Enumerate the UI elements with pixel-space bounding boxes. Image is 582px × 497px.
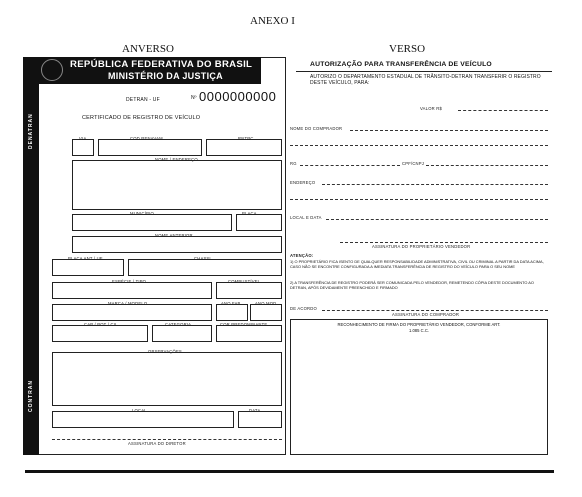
nome-endereco-label: NOME / ENDEREÇO [155,157,198,162]
document-number-prefix: Nº [191,95,197,101]
municipio-label: MUNICÍPIO [130,211,154,216]
side-text-contran: CONTRAN [28,380,34,412]
chassi-field[interactable] [128,259,282,276]
front-heading: ANVERSO [122,43,174,55]
renavam-label: COD RENAVAM [130,136,163,141]
assinatura-comprador-line[interactable] [322,310,548,311]
municipio-field[interactable] [72,214,232,231]
cap-pot-cil-label: CAP / POT / CIL [84,322,118,327]
detran-uf-label: DETRAN - UF [126,97,160,103]
renavam-field[interactable] [98,139,202,156]
ano-fab-label: ANO FAB [221,301,241,306]
nome-anterior-field[interactable] [72,236,282,253]
banner-line-1: REPÚBLICA FEDERATIVA DO BRASIL [70,59,253,70]
atencao-item-1: 1) O PROPRIETÁRIO FICA ISENTO DE QUALQUER RESPONSABILIDADE ADMINISTRATIVA, CIVIL OU CRIMINAL A PARTIR DA DATA ACIMA, CASO NÃO SE ENCONTRE CONFIGURADA A IMEDIATA TRANSFERÊNCIA DE REGISTRO DO VEÍCULO PARA O SEU NOME [290,259,544,270]
ano-fab-field[interactable] [216,304,248,321]
combustivel-field[interactable] [216,282,282,299]
ano-mod-label: ANO MOD [255,301,277,306]
cor-predominante-label: COR PREDOMINANTE [220,322,268,327]
coat-of-arms-emblem [41,59,63,81]
nome-anterior-label: NOME ANTERIOR [155,233,193,238]
banner-line-2: MINISTÉRIO DA JUSTIÇA [108,71,223,81]
assinatura-line [52,439,282,440]
placa-anterior-label: PLACA ANT / UF [68,256,103,261]
categoria-field[interactable] [152,325,212,342]
nome-endereco-field[interactable] [72,160,282,210]
rntrc-label: RNTRC [238,136,254,141]
marca-modelo-field[interactable] [52,304,212,321]
document-number: 0000000000 [199,89,277,104]
back-title-rule [296,71,552,72]
cap-pot-cil-field[interactable] [52,325,148,342]
endereco-line[interactable] [322,184,548,185]
reconhecimento-firma-box[interactable] [290,319,548,455]
nome-comprador-line[interactable] [350,130,548,131]
endereco-label: ENDEREÇO [290,180,316,185]
back-title: AUTORIZAÇÃO PARA TRANSFERÊNCIA DE VEÍCULO [310,61,492,68]
authorization-text: AUTORIZO O DEPARTAMENTO ESTADUAL DE TRÂNSITO-DETRAN TRANSFERIR O REGISTRO DESTE VEÍCULO, PARA: [310,74,541,86]
de-acordo-label: DE ACORDO [290,306,317,311]
categoria-label: CATEGORIA [165,322,192,327]
certificate-title: CERTIFICADO DE REGISTRO DE VEÍCULO [82,115,201,121]
reconhecimento-text: RECONHECIMENTO DE FIRMA DO PROPRIETÁRIO VENDEDOR, CONFORME ART. 1.085 C.C. [337,322,501,333]
bottom-rule [25,470,554,473]
combustivel-label: COMBUSTÍVEL [228,279,261,284]
especie-tipo-label: ESPÉCIE / TIPO [112,279,147,284]
assinatura-vendedor-line[interactable] [340,242,548,243]
nome-comprador-label: NOME DO COMPRADOR [290,126,343,131]
via-label: VIA [79,136,87,141]
cpf-cnpj-label: CPF/CNPJ [402,161,425,166]
rg-line[interactable] [300,165,400,166]
cpf-cnpj-line[interactable] [426,165,548,166]
assinatura-label: ASSINATURA DO DIRETOR [128,441,186,446]
placa-anterior-field[interactable] [52,259,124,276]
ano-mod-field[interactable] [250,304,282,321]
nome-comprador-line-2[interactable] [290,145,548,146]
valor-line[interactable] [458,110,548,111]
endereco-line-2[interactable] [290,199,548,200]
local-label: LOCAL [132,408,147,413]
side-text-denatran: DENATRAN [28,113,34,149]
local-data-label: LOCAL E DATA [290,215,322,220]
data-label: DATA [249,408,261,413]
chassi-label: CHASSI [194,256,211,261]
data-field[interactable] [238,411,282,428]
page-title: ANEXO I [250,15,295,27]
back-heading: VERSO [389,43,426,55]
rg-label: RG [290,161,297,166]
atencao-item-2: 2) A TRANSFERÊNCIA DE REGISTRO PODERÁ SER COMUNICADA PELO VENDEDOR, REMETENDO CÓPIA DESTE DOCUMENTO AO DETRAN, APÓS DEVIDAMENTE PREENCHIDO E FIRMADO [290,280,534,291]
placa-label: PLACA [242,211,257,216]
assinatura-vendedor-label: ASSINATURA DO PROPRIETÁRIO VENDEDOR [372,244,471,249]
marca-modelo-label: MARCA / MODELO [108,301,148,306]
observacoes-label: OBSERVAÇÕES [148,349,182,354]
atencao-label: ATENÇÃO: [290,253,314,258]
especie-tipo-field[interactable] [52,282,212,299]
via-field[interactable] [72,139,94,156]
local-data-line[interactable] [326,219,548,220]
observacoes-field[interactable] [52,352,282,406]
valor-label: VALOR R$ [420,106,443,111]
placa-field[interactable] [236,214,282,231]
assinatura-comprador-label: ASSINATURA DO COMPRADOR [392,312,460,317]
rntrc-field[interactable] [206,139,282,156]
local-field[interactable] [52,411,234,428]
cor-predominante-field[interactable] [216,325,282,342]
